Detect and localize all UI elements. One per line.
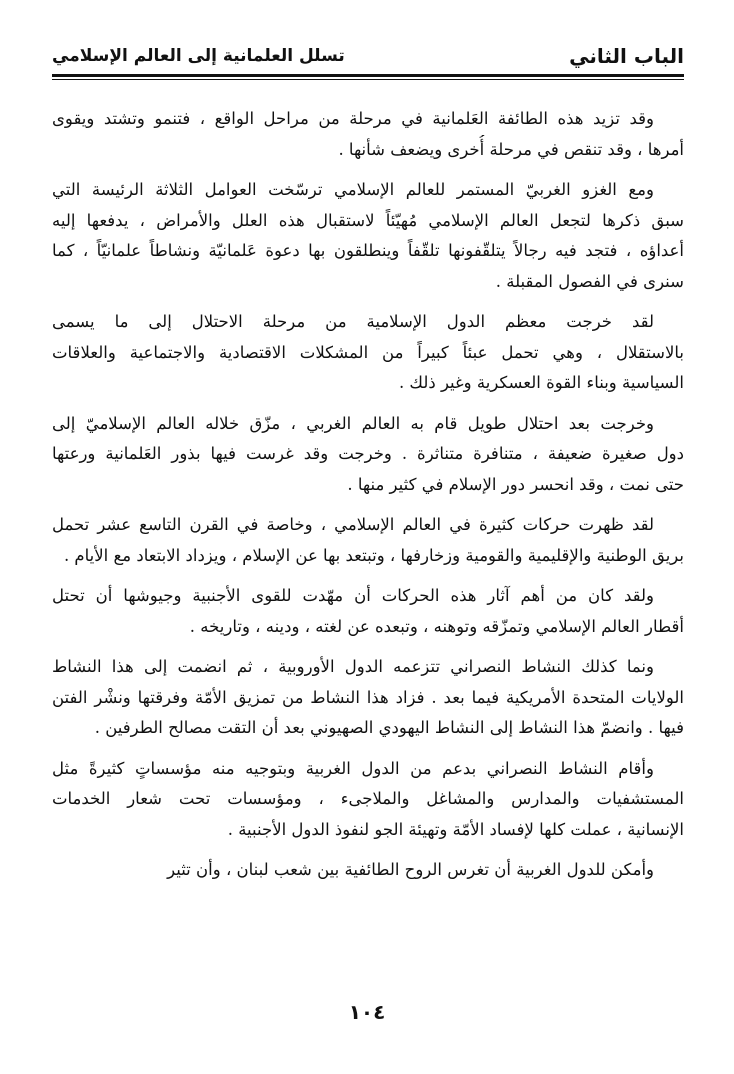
text-line: أعداؤه ، فتجد فيه رجالاً يتلقّفونها تلقّفاً وينطلقون بها دعوة عَلمانيّة ونشاطاً علمانيّاً ، كما — [52, 241, 684, 260]
paragraph — [52, 409, 684, 501]
text-line: الإنسانية ، عملت كلها لإفساد الأمّة وتهيئة الجو لنفوذ الدول الأجنبية . — [227, 819, 684, 839]
text-line: أمرها ، وقد تنقص في مرحلة أُخرى ويضعف شأنها . — [338, 139, 684, 159]
page-number: ١٠٤ — [348, 1000, 386, 1024]
body-text — [52, 104, 684, 896]
text-line: ولقد كان من أهم آثار هذه الحركات أن مهّدت للقوى الأجنبية وجيوشها أن تحتل — [52, 586, 654, 605]
text-line: لقد ظهرت حركات كثيرة في العالم الإسلامي ، وخاصة في القرن التاسع عشر تحمل — [52, 515, 654, 534]
paragraph — [52, 652, 684, 744]
text-line: وأقام النشاط النصراني بدعم من الدول الغربية وبتوجيه منه مؤسساتٍ كثيرةً مثل — [52, 758, 654, 778]
text-line: وأمكن للدول الغربية أن تغرس الروح الطائفية بين شعب لبنان ، وأن تثير — [167, 860, 654, 879]
text-line: الولايات المتحدة الأمريكية فيما بعد . فزاد هذا النشاط من تمزيق الأمّة وفرقتها ونشْر الفتن — [52, 687, 684, 707]
paragraph — [52, 175, 684, 297]
paragraph — [52, 754, 684, 846]
text-line: أقطار العالم الإسلامي وتمزّقه وتوهنه ، وتبعده عن لغته ، ودينه ، وتاريخه . — [189, 616, 684, 636]
text-line: سنرى في الفصول المقبلة . — [495, 271, 684, 291]
paragraph — [52, 855, 684, 886]
text-line: بالاستقلال ، وهي تحمل عبئاً كبيراً من المشكلات الاقتصادية والاجتماعية والعلاقات — [52, 342, 684, 362]
text-line: دول صغيرة ضعيفة ، متنافرة متناثرة . وخرجت وقد غرست فيها بذور العَلمانية ورعتها — [52, 444, 684, 463]
text-line: لقد خرجت معظم الدول الإسلامية من مرحلة الاحتلال إلى ما يسمى — [52, 312, 654, 331]
text-line: السياسية وبناء القوة العسكرية وغير ذلك . — [398, 373, 684, 392]
text-line: حتى نمت ، وقد انحسر دور الإسلام في كثير منها . — [347, 474, 684, 494]
text-line: ونما كذلك النشاط النصراني تتزعمه الدول الأوروبية ، ثم انضمت إلى هذا النشاط — [52, 657, 654, 676]
text-line: ومع الغزو الغربيّ المستمر للعالم الإسلامي ترسّخت العوامل الثلاثة الرئيسة التي — [52, 180, 654, 199]
paragraph — [52, 307, 684, 399]
chapter-label: الباب الثاني — [569, 44, 684, 68]
header-divider-thin — [52, 79, 684, 80]
text-line: بريق الوطنية والإقليمية والقومية وزخارفها ، وتبتعد بها عن الإسلام ، ويزداد الابتعاد مع الأيام . — [63, 545, 684, 565]
header-divider — [52, 74, 684, 77]
paragraph — [52, 104, 684, 165]
text-line: سبق ذكرها لتجعل العالم الإسلامي مُهيّئاً لاستقبال هذه العلل والأمراض ، يدفعها إليه — [52, 210, 684, 230]
text-line: فيها . وانضمّ هذا النشاط إلى النشاط اليهودي الصهيوني بعد أن التقت مصالح الطرفين . — [94, 718, 684, 737]
paragraph — [52, 510, 684, 571]
paragraph — [52, 581, 684, 642]
running-header — [52, 40, 684, 82]
chapter-title: تسلل العلمانية إلى العالم الإسلامي — [52, 46, 345, 66]
text-line: وخرجت بعد احتلال طويل قام به العالم الغربي ، مزّق خلاله العالم الإسلاميّ إلى — [52, 413, 654, 433]
text-line: وقد تزيد هذه الطائفة العَلمانية في مرحلة من مراحل الواقع ، فتنمو وتشتد ويقوى — [52, 109, 654, 128]
text-line: المستشفيات والمدارس والمشاغل والملاجىء ، ومؤسسات تحت شعار الخدمات — [52, 789, 684, 808]
